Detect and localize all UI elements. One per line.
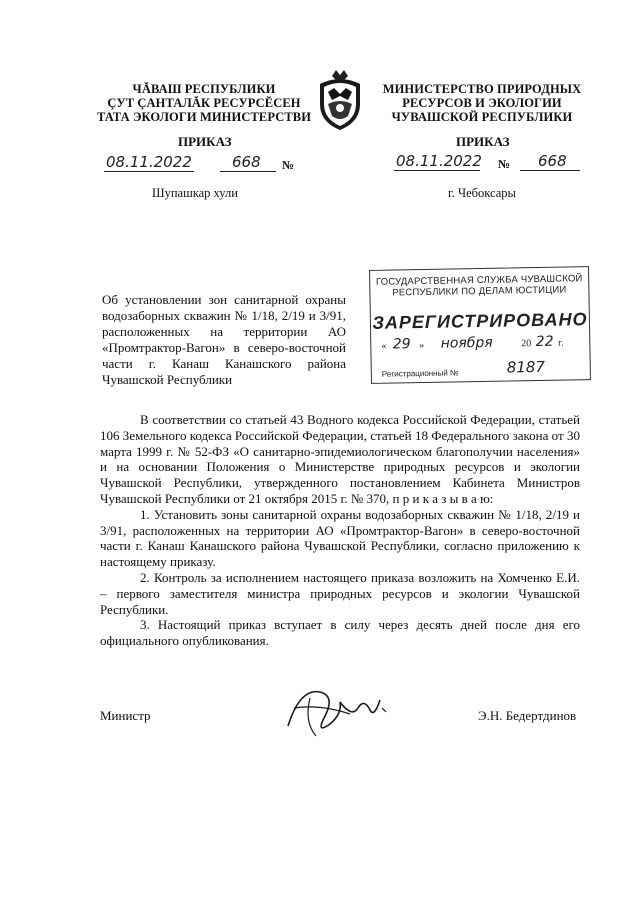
- order-heading-left: ПРИКАЗ: [178, 134, 232, 149]
- stamp-day-suffix: »: [419, 339, 425, 352]
- date-right: 08.11.2022: [396, 152, 482, 170]
- body-paragraph-3: 2. Контроль за исполнением настоящего приказа возложить на Хомченко Е.И. – первого заместителя министра природных ресурсов и экологии Чувашской Республики.: [100, 569, 580, 617]
- number-sign-right: №: [498, 157, 511, 171]
- stamp-day-prefix: «: [381, 340, 387, 352]
- coat-of-arms-emblem: [314, 70, 366, 132]
- stamp-month: ноября: [440, 334, 493, 352]
- body-paragraph-4: 3. Настоящий приказ вступает в силу через десять дней после дня его официального опубликования.: [100, 617, 580, 649]
- order-heading-right: ПРИКАЗ: [456, 134, 510, 149]
- header-right-line: ЧУВАШСКОЙ РЕСПУБЛИКИ: [391, 110, 573, 124]
- stamp-year-prefix: 20: [521, 338, 532, 350]
- body-paragraph-2: 1. Установить зоны санитарной охраны водозаборных скважин № 1/18, 2/19 и 3/91, расположенных на территории АО «Промтрактор-Вагон» в северо-восточной части г. Канаш Канашского района Чувашской Республики, согласно приложению к настоящему приказу.: [100, 506, 580, 570]
- stamp-registered: ЗАРЕГИСТРИРОВАНО: [372, 309, 588, 333]
- header-right-russian: [378, 82, 586, 124]
- stamp-line-2: РЕСПУБЛИКИ ПО ДЕЛАМ ЮСТИЦИИ: [392, 284, 567, 299]
- order-title: Об установлении зон санитарной охраны водозаборных скважин № 1/18, 2/19 и 3/91, расположенных на территории АО «Промтрактор-Вагон» в северо-восточной части г. Канаш Канашского района Чувашской Республики: [102, 292, 346, 387]
- header-left-line: ЧĂВАШ РЕСПУБЛИКИ: [132, 82, 276, 96]
- stamp-line-1: ГОСУДАРСТВЕННАЯ СЛУЖБА ЧУВАШСКОЙ: [375, 273, 583, 288]
- stamp-reg-number: 8187: [506, 357, 546, 377]
- number-sign-left: №: [282, 158, 295, 172]
- stamp-reg-row: [381, 357, 546, 381]
- place-right: г. Чебоксары: [448, 186, 516, 200]
- stamp-date-row: [381, 333, 581, 352]
- stamp-day: 29: [392, 336, 411, 353]
- date-left-underline: [104, 171, 194, 172]
- stamp-agency: [370, 273, 588, 299]
- number-right: 668: [538, 152, 567, 170]
- body-paragraph-1: В соответствии со статьей 43 Водного кодекса Российской Федерации, статьей 106 Земельного кодекса Российской Федерации, статьей 18 Федерального закона от 30 марта 1999 г. № 52-ФЗ «О санитарно-эпидемиологическом благополучии населения» и на основании Положения о Министерстве природных ресурсов и экологии Чувашской Республики, утвержденного постановлением Кабинета Министров Чувашской Республики от 21 октября 2015 г. № 370, п р и к а з ы в а ю:: [100, 412, 580, 506]
- date-left: 08.11.2022: [106, 153, 192, 171]
- number-left: 668: [232, 153, 261, 171]
- header-left-line: ÇУТ ÇАНТАЛĂК РЕСУРСĔСЕН: [107, 96, 301, 110]
- stamp-year-suffix: г.: [557, 337, 564, 349]
- header-left-chuvash: [88, 82, 320, 124]
- header-left-line: ТАТА ЭКОЛОГИ МИНИСТЕРСТВИ: [96, 110, 312, 124]
- handwritten-signature: [280, 678, 390, 748]
- stamp-reg-label: Регистрационный №: [381, 368, 459, 379]
- order-body: [100, 412, 580, 649]
- stamp-year: 22: [535, 333, 554, 351]
- registration-stamp: [369, 266, 591, 384]
- header-right-line: РЕСУРСОВ И ЭКОЛОГИИ: [402, 96, 562, 110]
- number-right-underline: [520, 170, 580, 171]
- number-left-underline: [220, 171, 276, 172]
- signatory-name: Э.Н. Бедертдинов: [478, 708, 577, 723]
- header-right-line: МИНИСТЕРСТВО ПРИРОДНЫХ: [382, 82, 582, 96]
- place-left: Шупашкар хули: [152, 186, 238, 200]
- signatory-title: Министр: [100, 708, 151, 723]
- date-right-underline: [394, 170, 480, 171]
